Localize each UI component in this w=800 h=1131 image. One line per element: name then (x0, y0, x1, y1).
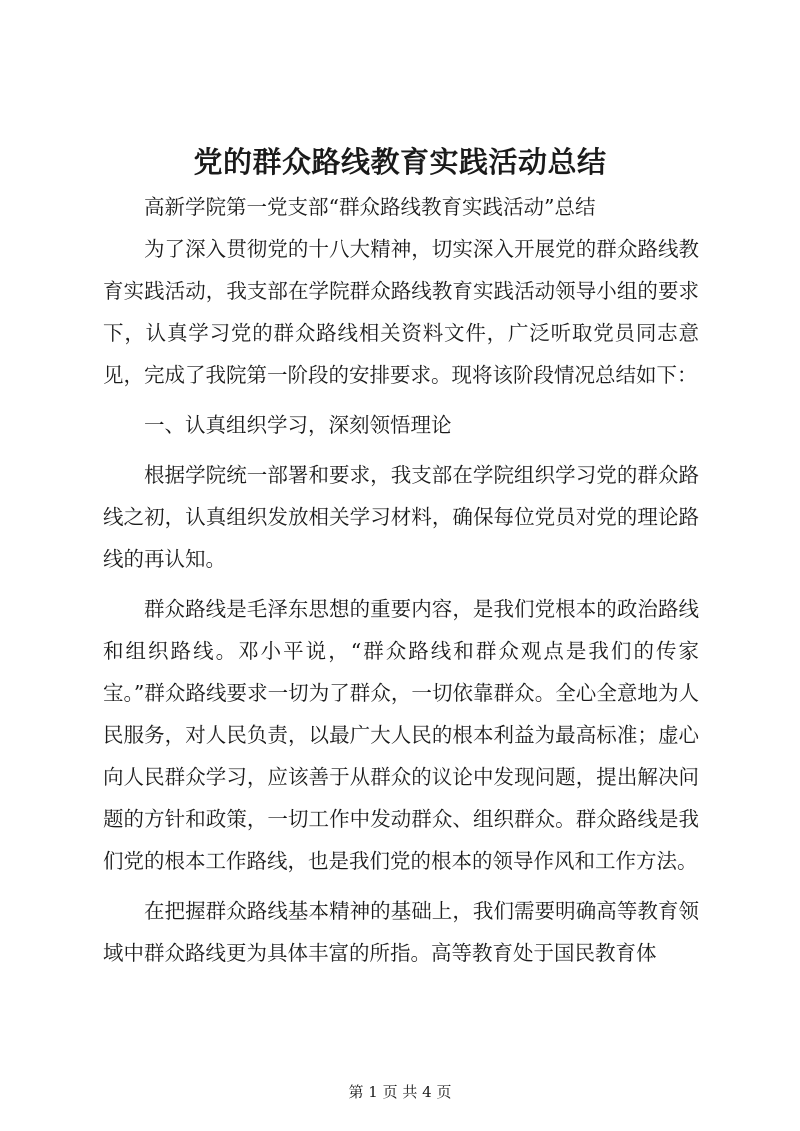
section-heading-1: 一、认真组织学习，深刻领悟理论 (144, 413, 452, 437)
paragraph-higher-education: 在把握群众路线基本精神的基础上，我们需要明确高等教育领域中群众路线更为具体丰富的所指。高等教育处于国民教育体 (103, 899, 699, 965)
paragraph-study: 根据学院统一部署和要求，我支部在学院组织学习党的群众路线之初，认真组织发放相关学习材料，确保每位党员对党的理论路线的再认知。 (103, 463, 699, 571)
paragraph-intro: 为了深入贯彻党的十八大精神，切实深入开展党的群众路线教育实践活动，我支部在学院群众路线教育实践活动领导小组的要求下，认真学习党的群众路线相关资料文件，广泛听取党员同志意见，完成了我院第一阶段的安排要求。现将该阶段情况总结如下： (103, 237, 699, 387)
page-footer: 第 1 页 共 4 页 (348, 1083, 452, 1101)
document-body (103, 186, 699, 974)
document-title: 党的群众路线教育实践活动总结 (193, 145, 607, 179)
paragraph-mass-line: 群众路线是毛泽东思想的重要内容，是我们党根本的政治路线和组织路线。邓小平说，“群众路线和群众观点是我们的传家宝。”群众路线要求一切为了群众，一切依靠群众。全心全意地为人民服务，对人民负责，以最广大人民的根本利益为最高标准；虚心向人民群众学习，应该善于从群众的议论中发现问题，提出解决问题的方针和政策，一切工作中发动群众、组织群众。群众路线是我们党的根本工作路线，也是我们党的根本的领导作风和工作方法。 (103, 597, 699, 873)
document-subtitle: 高新学院第一党支部“群众路线教育实践活动”总结 (144, 195, 596, 219)
